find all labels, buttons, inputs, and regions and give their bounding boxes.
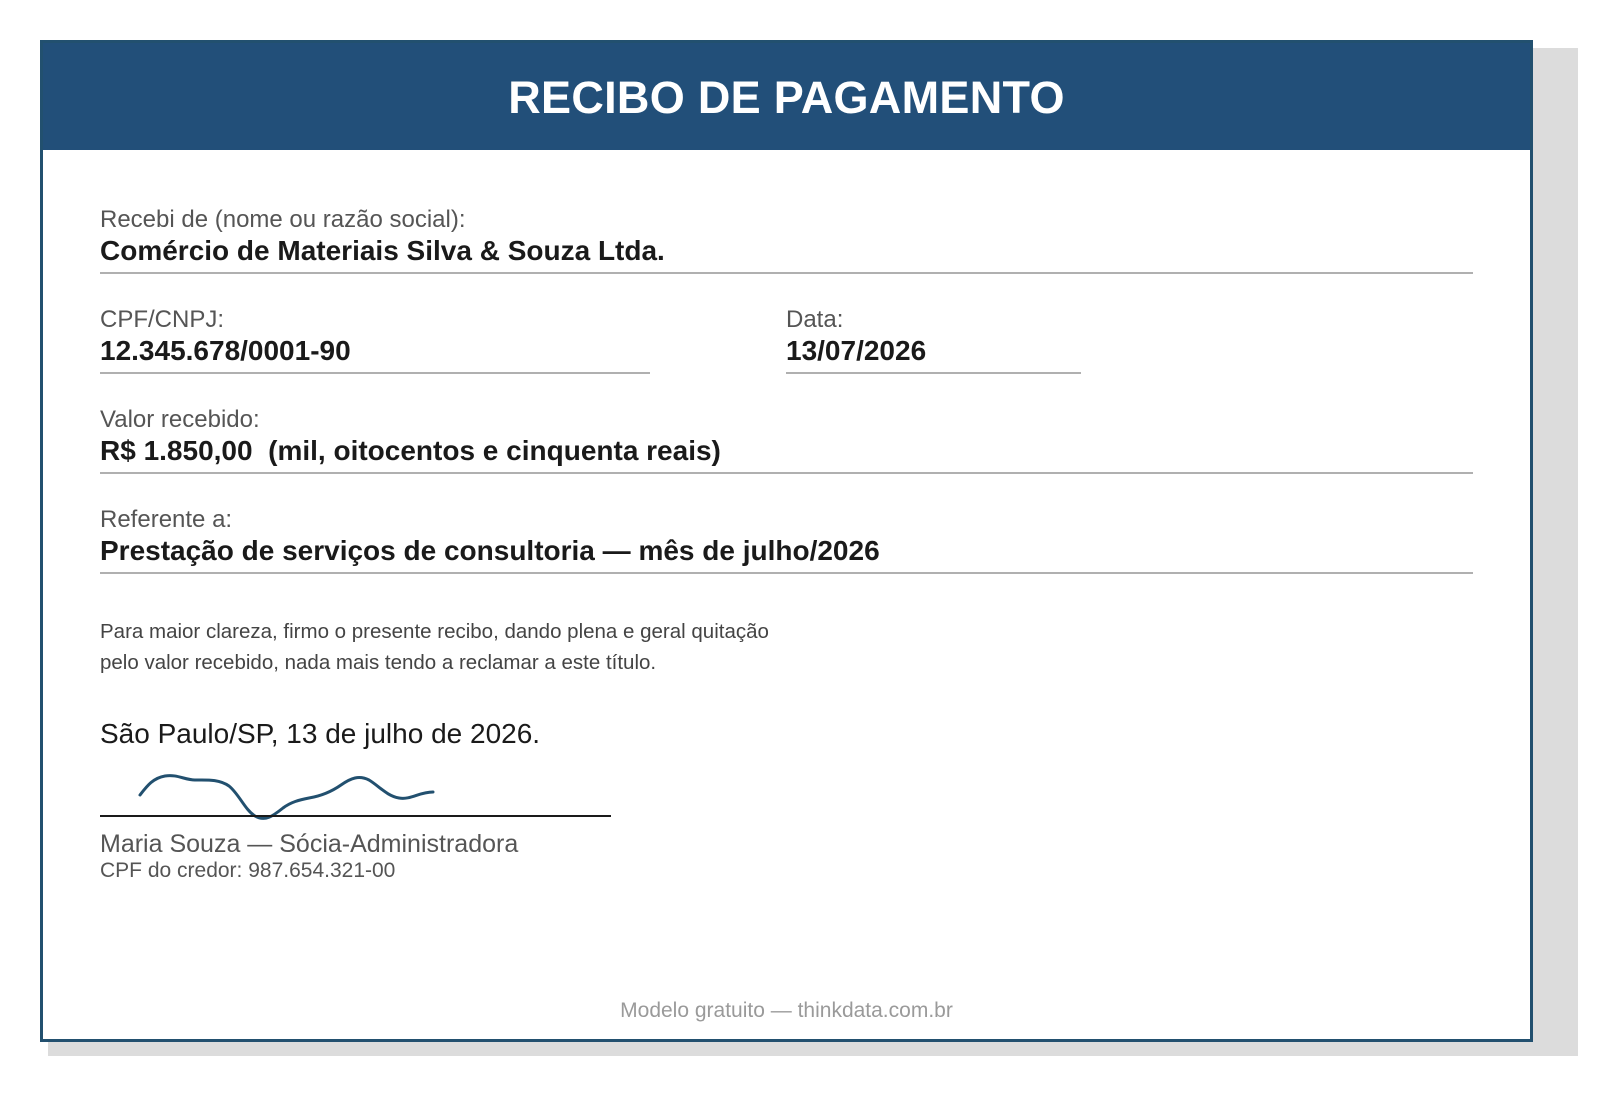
field-payer xyxy=(100,206,1473,274)
receipt-title: RECIBO DE PAGAMENTO xyxy=(508,71,1065,123)
receipt-card xyxy=(40,40,1533,1042)
field-date-value: 13/07/2026 xyxy=(786,335,927,366)
place-and-date: São Paulo/SP, 13 de julho de 2026. xyxy=(100,718,541,749)
signer-cpf: CPF do credor: 987.654.321-00 xyxy=(100,859,396,882)
field-tax-id-label: CPF/CNPJ: xyxy=(100,306,225,333)
field-amount-value: R$ 1.850,00 (mil, oitocentos e cinquenta reais) xyxy=(100,435,721,466)
discharge-clause xyxy=(100,616,860,678)
handwritten-signature xyxy=(133,768,443,828)
signature-stroke xyxy=(140,776,433,819)
field-amount-label: Valor recebido: xyxy=(100,406,260,433)
signature-line xyxy=(100,815,611,817)
field-amount xyxy=(100,406,1473,474)
signer-name: Maria Souza — Sócia-Administradora xyxy=(100,830,519,858)
field-reference-label: Referente a: xyxy=(100,506,233,533)
field-reference-value: Prestação de serviços de consultoria — mês de julho/2026 xyxy=(100,535,880,566)
field-date xyxy=(786,306,1081,374)
field-payer-label: Recebi de (nome ou razão social): xyxy=(100,206,466,233)
discharge-clause-line-2: pelo valor recebido, nada mais tendo a reclamar a este título. xyxy=(100,651,657,674)
field-payer-value: Comércio de Materiais Silva & Souza Ltda. xyxy=(100,235,665,266)
field-date-label: Data: xyxy=(786,306,844,333)
receipt-header xyxy=(43,43,1530,150)
field-tax-id-value: 12.345.678/0001-90 xyxy=(100,335,351,366)
footer-credit: Modelo gratuito — thinkdata.com.br xyxy=(620,999,953,1022)
discharge-clause-line-1: Para maior clareza, firmo o presente recibo, dando plena e geral quitação xyxy=(100,620,769,643)
field-tax-id xyxy=(100,306,650,374)
field-reference xyxy=(100,506,1473,574)
